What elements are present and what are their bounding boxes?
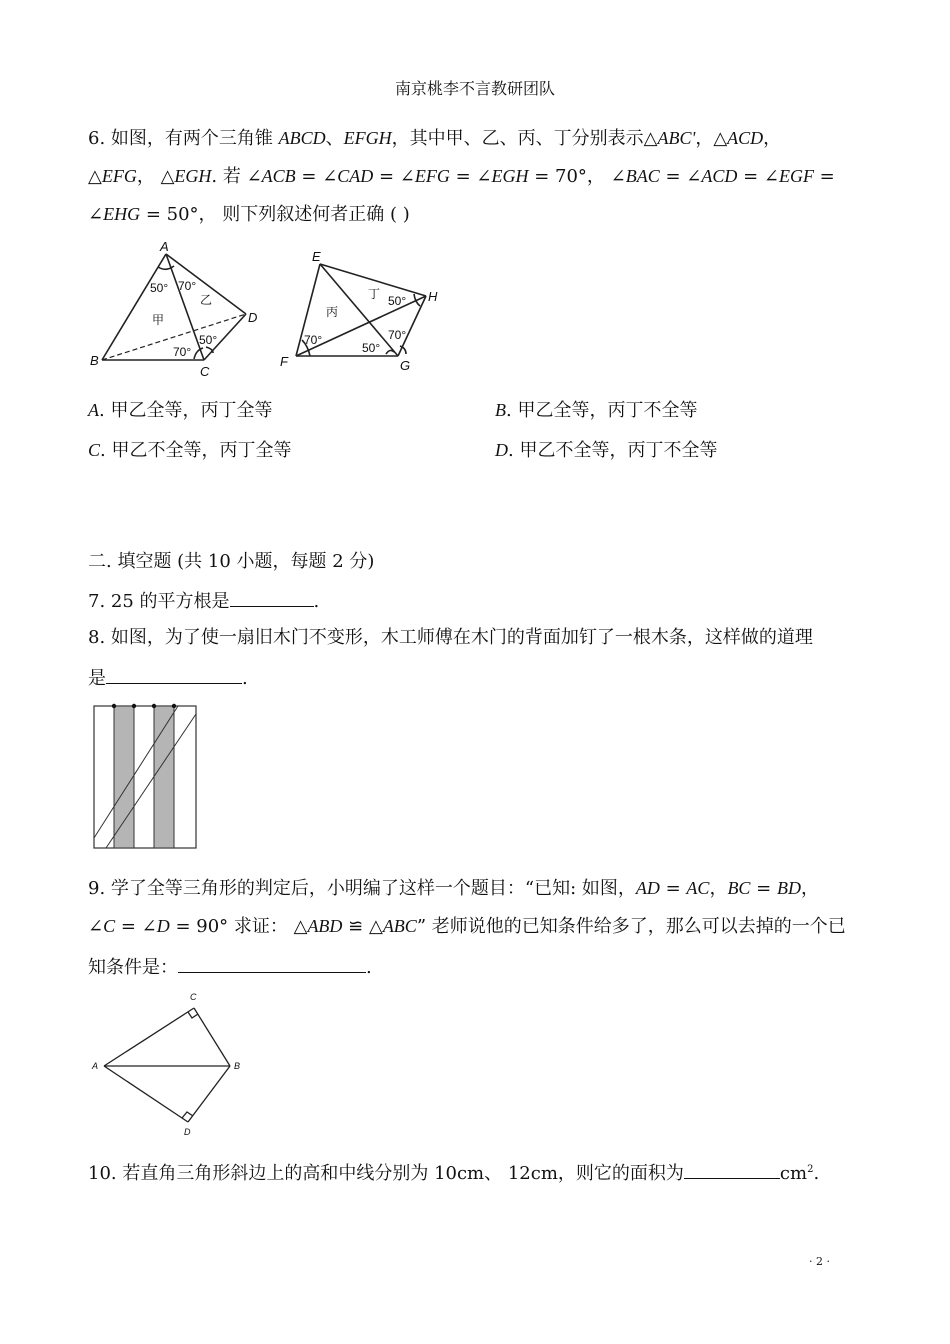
page-header: 南京桃李不言教研团队 [394,79,555,98]
segment-ac [104,1008,194,1066]
nail-2 [132,704,136,708]
angle-50-h: 50° [388,294,407,308]
angle-70-c: 70° [173,345,192,359]
label-yi: 乙 [200,293,213,307]
section-title-fill-in: 二. 填空题 (共 10 小题，每题 2 分) [88,551,375,572]
q9-text: = [659,878,687,899]
figure-kite-abcd [88,988,248,1144]
q9-text: = ∠ [115,916,157,937]
option-d: D. 甲乙不全等，丙丁不全等 [495,440,718,461]
q9-math: ABC [382,916,417,936]
figure-tetrahedron-abcd [86,238,271,384]
q10-unit-exponent: 2 [807,1164,814,1175]
q8-end: . [242,668,248,689]
q7-end: . [313,591,320,612]
q6-text: = 50°， 则下列叙述何者正确 ( ) [140,204,410,225]
label-bing: 丙 [326,305,339,319]
q9-math: BC [727,878,751,898]
q9-math: D [156,916,170,936]
segment-ad [104,1066,188,1122]
label-g: G [400,358,411,373]
label-f: F [280,354,288,369]
nail-4 [172,704,176,708]
nail-3 [152,704,156,708]
angle-70-g: 70° [388,328,407,342]
option-a: A. 甲乙全等，丙丁全等 [88,400,273,421]
q10-answer-blank [684,1160,780,1179]
label-b: B [90,353,99,368]
q6-math: ACD [727,128,764,148]
q6-math: EGF [778,166,814,186]
q7-text: 7. 25 的平方根是 [88,591,230,612]
q6-text: ∠ [88,204,104,225]
edge-ab [102,254,169,360]
q6-math: CAD [337,166,374,186]
q6-text: = ∠ [659,166,702,187]
page-number: · 2 · [809,1255,830,1268]
q6-text: = ∠ [449,166,492,187]
q9-text: = [750,878,777,899]
figure-tetrahedron-efgh [276,248,466,382]
q9-math: C [103,916,116,936]
q6-text: ， △ [136,166,175,187]
q6-math: BAC [625,166,660,186]
label-h: H [428,289,438,304]
q6-math: EHG [103,204,141,224]
option-b: B. 甲乙全等，丙丁不全等 [495,400,698,421]
door-frame [94,706,196,848]
q6-math: ACB [261,166,296,186]
q8-answer-blank [106,665,242,684]
q9-math: AD [635,878,660,898]
q6-text: . 若 ∠ [211,166,262,187]
label-c: C [200,364,210,379]
q9-text: ≌ △ [342,916,383,937]
q6-math: EFG [101,166,137,186]
label-jia: 甲 [152,313,165,327]
label-ding: 丁 [368,287,381,301]
segment-db [188,1066,230,1122]
q6-math: EGH [174,166,212,186]
q6-text: = [813,166,835,187]
q6-text: 6. 如图，有两个三角锥 [88,128,279,149]
q10-text: 10. 若直角三角形斜边上的高和中线分别为 10cm、 12cm，则它的面积为 [88,1163,684,1184]
q6-math: EFG [414,166,450,186]
q6-text: = ∠ [737,166,779,187]
angle-70-f: 70° [304,333,323,347]
q9-text: ， [709,878,728,899]
label-b: B [234,1061,241,1071]
q9-line-1 [88,876,819,901]
q9-text: 9. 学了全等三角形的判定后，小明编了这样一个题目：“已知: 如图， [88,878,636,899]
q9-text: 知条件是： [88,957,178,978]
q6-math: ABCD [278,128,326,148]
q9-line-2 [88,914,846,939]
angle-arc-g [386,350,394,354]
q9-line-3 [88,954,372,980]
q6-text: = ∠ [373,166,415,187]
figure-door [92,702,200,856]
q7 [88,588,319,614]
q10-unit: cm [779,1163,808,1184]
q10 [88,1158,819,1186]
q9-math: BD [776,878,801,898]
q6-line-2 [88,164,835,189]
q7-answer-blank [230,588,314,607]
q6-text: ，其中甲、乙、丙、丁分别表示△ [391,128,658,149]
q9-text: ， [800,878,819,899]
segment-cb [194,1008,230,1066]
q6-math: EGH [491,166,529,186]
angle-70-a: 70° [178,279,197,293]
q9-text: = 90° 求证： △ [169,916,308,937]
option-c: C. 甲乙不全等，丙丁全等 [88,440,292,461]
q9-end: . [366,957,372,978]
q6-text: = 70°， ∠ [528,166,626,187]
q9-math: ABD [307,916,343,936]
angle-50-a: 50° [150,281,169,295]
q9-text: ∠ [88,916,104,937]
q6-math: EFGH [343,128,392,148]
label-a: A [160,239,169,254]
q6-text: = ∠ [295,166,338,187]
q6-math: ABC' [657,128,696,148]
angle-50-g: 50° [362,341,381,355]
q8-line-2 [88,665,248,691]
q6-text: ，△ [695,128,728,149]
label-c: C [190,992,197,1002]
q6-text: 、 [325,128,344,149]
label-e: E [312,249,321,264]
angle-50-c: 50° [199,333,218,347]
q6-text: △ [88,166,102,187]
q9-math: AC [686,878,710,898]
q10-end: . [813,1163,820,1184]
q8-line-1: 8. 如图，为了使一扇旧木门不变形，木工师傅在木门的背面加钉了一根木条，这样做的道理 [88,627,813,648]
q6-text: ， [763,128,782,149]
q6-line-3 [88,202,410,227]
q6-line-1 [88,126,781,151]
label-d: D [248,310,258,325]
q8-text: 是 [88,668,106,689]
door-plank-1 [114,706,134,848]
q9-text: ” 老师说他的已知条件给多了，那么可以去掉的一个已 [416,916,846,937]
edge-fh [296,296,426,356]
nail-1 [112,704,116,708]
label-d: D [184,1127,191,1137]
q9-answer-blank [178,954,366,973]
label-a: A [92,1061,99,1071]
q6-math: ACD [701,166,738,186]
